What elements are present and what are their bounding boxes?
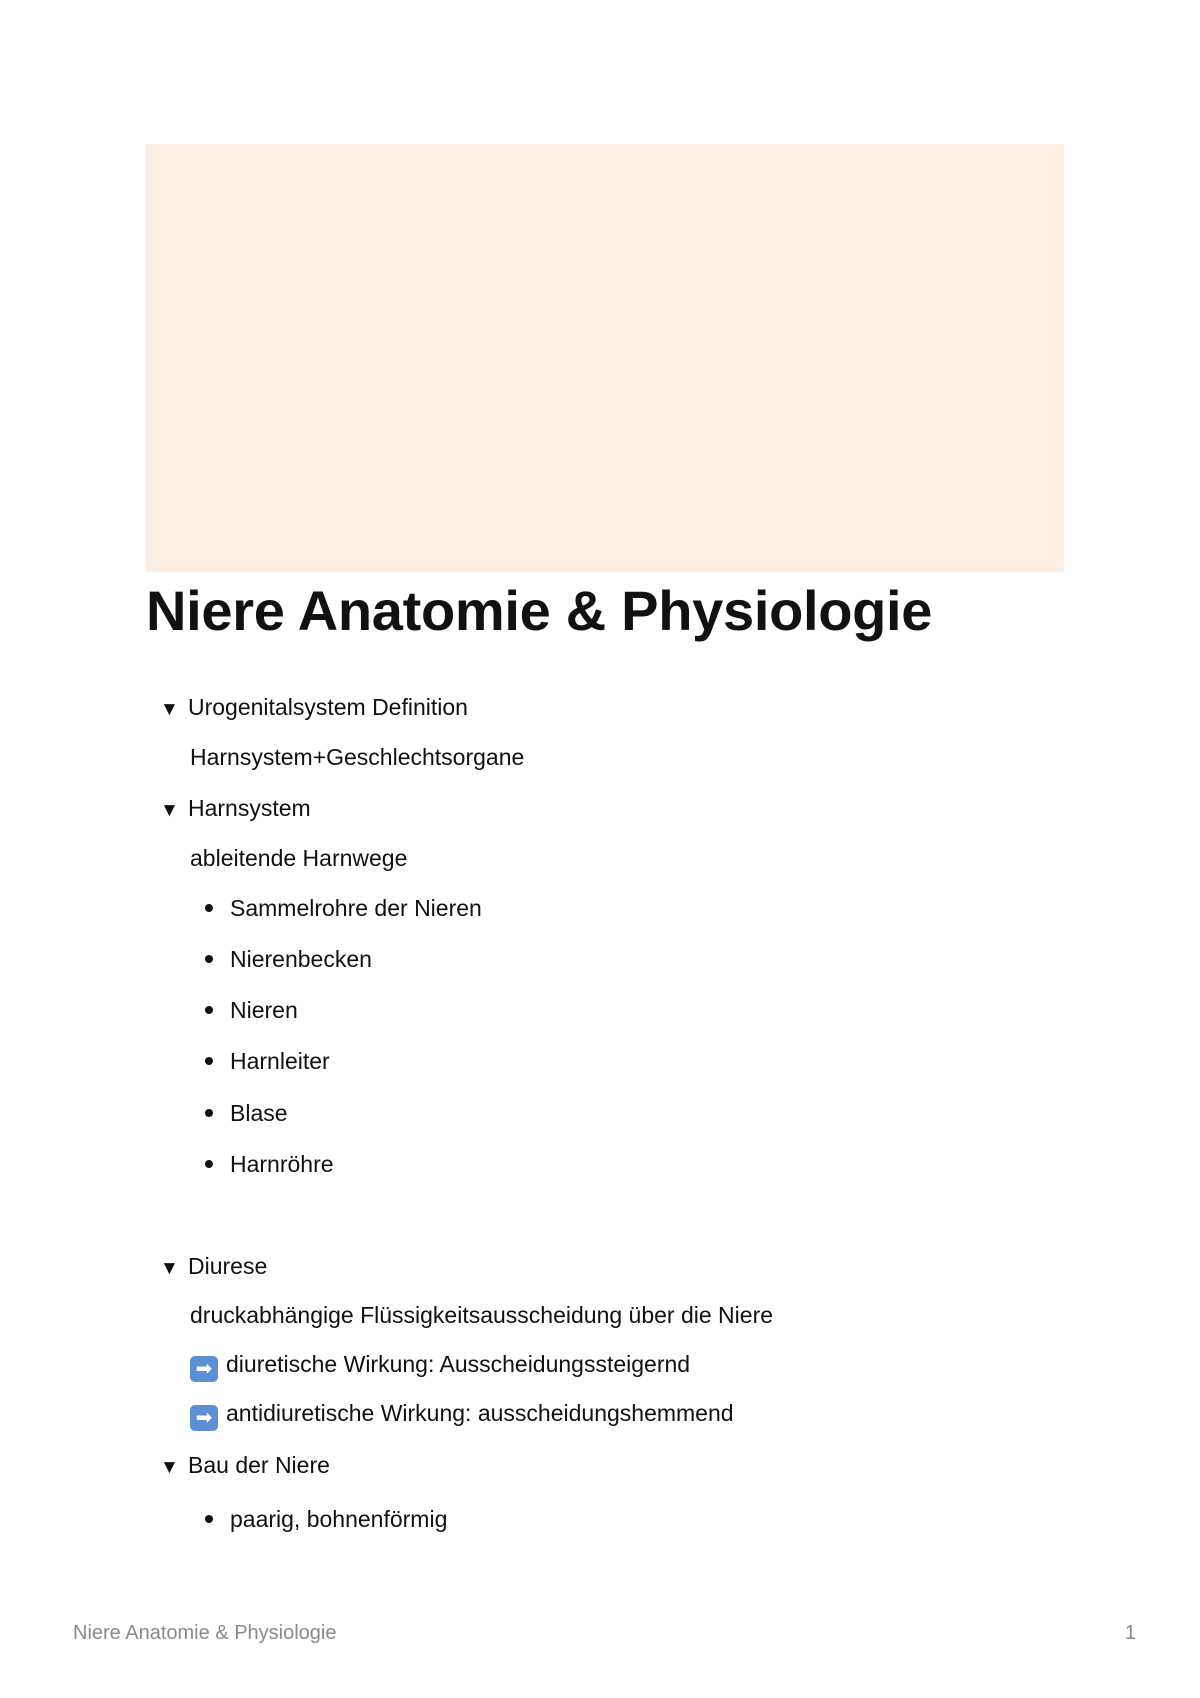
toggle-label: Urogenitalsystem Definition [188,694,468,720]
triangle-down-icon[interactable]: ▼ [160,699,179,720]
toggle-harnsystem[interactable] [160,793,311,826]
bullet-icon [205,904,213,912]
list-item: Blase [205,1098,288,1128]
triangle-down-icon[interactable]: ▼ [160,1258,179,1279]
list-item: Harnröhre [205,1149,334,1179]
right-arrow-icon: ➡ [190,1356,218,1382]
cover-banner [146,144,1064,572]
page-title: Niere Anatomie & Physiologie [146,579,933,642]
toggle-label: Diurese [188,1253,268,1279]
paragraph: ableitende Harnwege [190,845,408,871]
paragraph: Harnsystem+Geschlechtsorgane [190,744,525,770]
toggle-label: Bau der Niere [188,1452,330,1478]
list-item: paarig, bohnenförmig [205,1504,447,1534]
bullet-icon [205,1515,213,1523]
triangle-down-icon[interactable]: ▼ [160,1457,179,1478]
toggle-diurese[interactable] [160,1251,267,1284]
arrow-line: ➡ antidiuretische Wirkung: ausscheidungshemmend [190,1398,734,1431]
bullet-icon [205,1160,213,1168]
bullet-icon [205,1109,213,1117]
toggle-bau-der-niere[interactable] [160,1450,330,1483]
paragraph: druckabhängige Flüssigkeitsausscheidung über die Niere [190,1302,774,1328]
bullet-icon [205,1057,213,1065]
page-number: 1 [1124,1622,1136,1644]
bullet-icon [205,955,213,963]
toggle-label: Harnsystem [188,795,311,821]
toggle-urogenital[interactable] [160,692,468,725]
footer-title: Niere Anatomie & Physiologie [73,1622,337,1644]
triangle-down-icon[interactable]: ▼ [160,800,179,821]
list-item: Harnleiter [205,1046,330,1076]
right-arrow-icon: ➡ [190,1405,218,1431]
list-item: Sammelrohre der Nieren [205,893,482,923]
list-item: Nierenbecken [205,944,372,974]
list-item: Nieren [205,995,298,1025]
bullet-icon [205,1006,213,1014]
arrow-line: ➡ diuretische Wirkung: Ausscheidungssteigernd [190,1349,690,1382]
